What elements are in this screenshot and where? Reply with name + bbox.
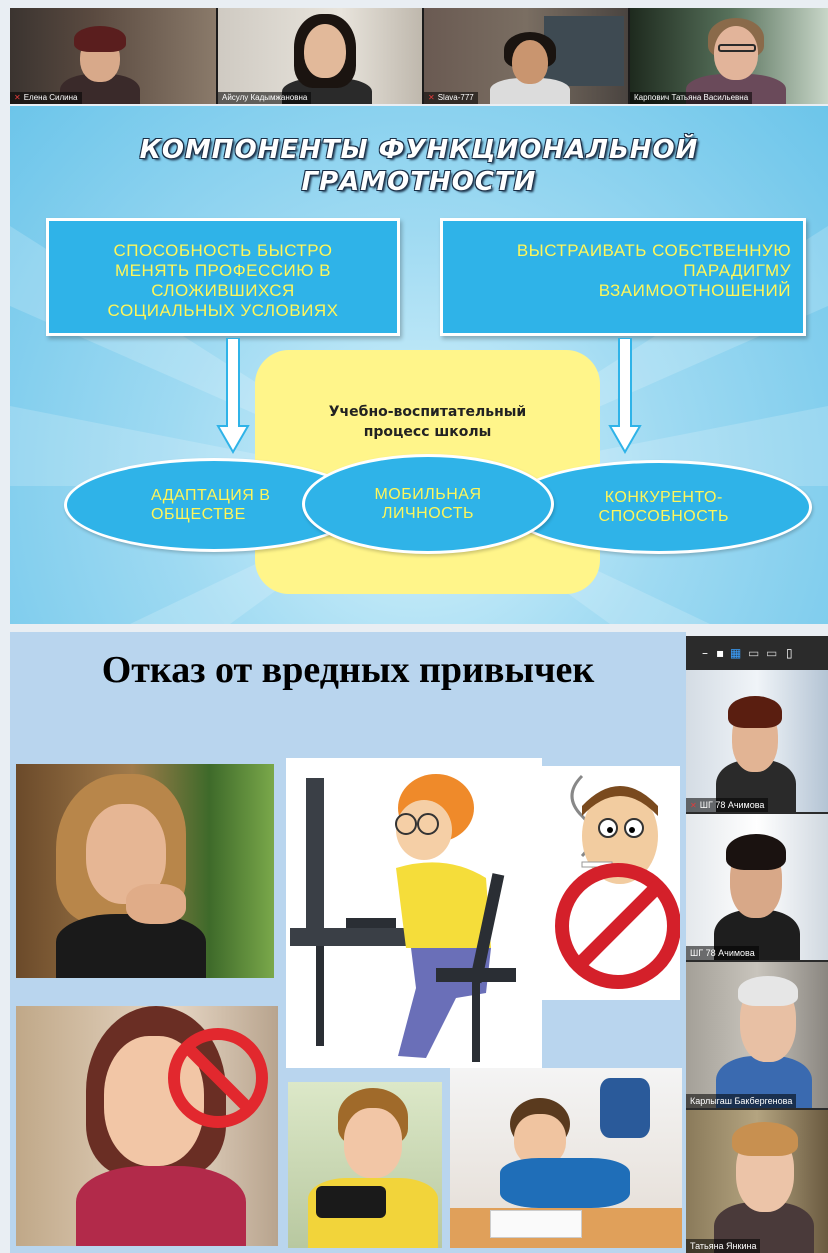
- slide-title: [10, 134, 828, 198]
- layout-icon[interactable]: ▪: [716, 646, 725, 660]
- center-label-line: процесс школы: [363, 424, 492, 440]
- participant-name: Карпович Татьяна Васильевна: [630, 92, 752, 104]
- box-change-profession: [46, 218, 400, 336]
- speaker-view-icon[interactable]: ▯: [786, 646, 793, 660]
- mic-muted-icon: ✕: [14, 93, 21, 102]
- box-text-line: ВЗАИМООТНОШЕНИЙ: [598, 281, 791, 300]
- window-controls: [686, 636, 828, 670]
- participant-name: ✕ Елена Силина: [10, 92, 82, 104]
- slide-title: Отказ от вредных привычек: [101, 649, 595, 691]
- prohibited-icon: [166, 1026, 270, 1130]
- video-tile-right-4[interactable]: [686, 1110, 828, 1253]
- video-tile-right-2[interactable]: [686, 814, 828, 960]
- box-text-line: ПАРАДИГМУ: [683, 261, 791, 280]
- ellipse-text-line: ЛИЧНОСТЬ: [382, 505, 474, 522]
- cartoon-no-smoking: [542, 766, 680, 1000]
- cartoon-boy-at-computer: [286, 758, 542, 1068]
- box-relationship-paradigm: [440, 218, 806, 336]
- video-tile-1[interactable]: [10, 8, 216, 104]
- box-text-line: СЛОЖИВШИХСЯ: [151, 281, 295, 300]
- photo-girl-biting-nails: [16, 764, 274, 978]
- video-tile-3[interactable]: [424, 8, 628, 104]
- slide-title-line-1: КОМПОНЕНТЫ ФУНКЦИОНАЛЬНОЙ: [139, 135, 699, 165]
- boy-computer-illustration: [286, 758, 542, 1068]
- box-text-line: МЕНЯТЬ ПРОФЕССИЮ В: [115, 261, 331, 280]
- box-text-line: СОЦИАЛЬНЫХ УСЛОВИЯХ: [107, 301, 339, 320]
- participant-name: Айсулу Кадымжановна: [218, 92, 311, 104]
- mic-muted-icon: ✕: [690, 801, 697, 810]
- participant-name: ШГ 78 Ачимова: [686, 946, 759, 960]
- thumbnail-view-2-icon[interactable]: ▭: [766, 646, 778, 660]
- minimize-icon[interactable]: –: [702, 646, 708, 660]
- no-smoking-icon: [542, 766, 680, 1000]
- box-text-line: СПОСОБНОСТЬ БЫСТРО: [113, 241, 333, 260]
- slide-functional-literacy: [10, 106, 828, 624]
- gallery-view-icon[interactable]: ▦: [730, 646, 742, 660]
- ellipse-text-line: АДАПТАЦИЯ В: [151, 487, 271, 504]
- photo-boy-reading-book: [450, 1068, 682, 1248]
- participant-name: ✕ Slava-777: [424, 92, 478, 104]
- arrow-down-left-icon: [216, 338, 250, 454]
- ellipse-mobile-personality: [302, 454, 554, 554]
- ellipse-text-line: МОБИЛЬНАЯ: [374, 486, 482, 503]
- slide-title-line-2: ГРАМОТНОСТИ: [301, 167, 537, 197]
- photo-woman-eating-on-phone: [16, 1006, 278, 1246]
- thumbnail-view-icon[interactable]: ▭: [748, 646, 760, 660]
- top-video-strip: [10, 8, 828, 104]
- ellipse-text-line: КОНКУРЕНТО-: [604, 489, 723, 506]
- video-tile-4-active-speaker[interactable]: [630, 8, 828, 104]
- slide-bad-habits: [10, 632, 686, 1253]
- photo-boy-playing-phone-game: [288, 1082, 442, 1248]
- participant-name: Татьяна Янкина: [686, 1239, 760, 1253]
- mic-muted-icon: ✕: [428, 93, 435, 102]
- video-tile-right-1[interactable]: [686, 670, 828, 812]
- center-label-line: Учебно-воспитательный: [328, 404, 527, 420]
- ellipse-text-line: СПОСОБНОСТЬ: [598, 508, 729, 525]
- box-text-line: ВЫСТРАИВАТЬ СОБСТВЕННУЮ: [516, 241, 791, 260]
- right-video-column: [686, 636, 828, 1253]
- ellipse-text-line: ОБЩЕСТВЕ: [151, 506, 246, 523]
- arrow-down-right-icon: [608, 338, 642, 454]
- participant-name: Карлыгаш Бакбергенова: [686, 1094, 796, 1108]
- video-tile-2[interactable]: [218, 8, 422, 104]
- school-process-label: [255, 402, 600, 442]
- participant-name: ✕ ШГ 78 Ачимова: [686, 798, 768, 812]
- video-tile-right-3[interactable]: [686, 962, 828, 1108]
